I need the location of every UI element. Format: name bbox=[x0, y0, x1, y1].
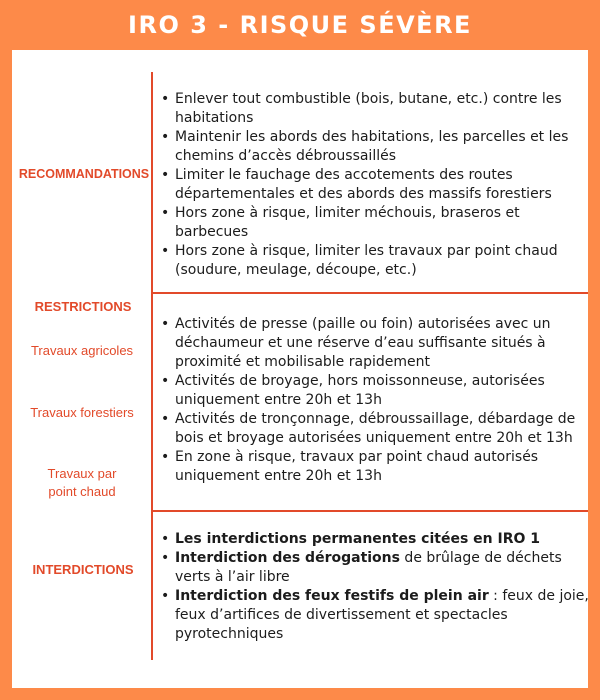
list-item: • Enlever tout combustible (bois, butane, etc.) contre les habitations bbox=[175, 90, 595, 128]
list-item-text: de brûlage de déchets verts à l’air libre bbox=[175, 550, 562, 585]
recommandations-list bbox=[159, 90, 595, 280]
section-divider-vertical bbox=[151, 72, 153, 292]
list-item bbox=[175, 530, 595, 549]
list-item-bold: Interdiction des dérogations bbox=[175, 550, 400, 566]
list-item-text: : feux de joie, feux d’artifices de divertissement et spectacles pyrotechniques bbox=[175, 588, 589, 642]
section-divider-vertical bbox=[151, 294, 153, 510]
list-item-bold: Interdiction des feux festifs de plein air bbox=[175, 588, 489, 604]
list-item: • Hors zone à risque, limiter les travaux par point chaud (soudure, meulage, découpe, etc.) bbox=[175, 242, 595, 280]
section-divider-vertical bbox=[151, 512, 153, 660]
list-item: • Maintenir les abords des habitations, les parcelles et les chemins d’accès débroussaillés bbox=[175, 128, 595, 166]
restrictions-sublabel-forestiers: Travaux forestiers bbox=[30, 405, 134, 420]
section-divider-horizontal bbox=[151, 292, 588, 294]
list-item: • Limiter le fauchage des accotements des routes départementales et des abords des massifs forestiers bbox=[175, 166, 595, 204]
list-item: • Activités de broyage, hors moissonneuse, autorisées uniquement entre 20h et 13h bbox=[175, 372, 595, 410]
restrictions-list bbox=[159, 315, 595, 486]
list-item: • Activités de tronçonnage, débroussaillage, débardage de bois et broyage autorisées uniquement entre 20h et 13h bbox=[175, 410, 595, 448]
section-divider-horizontal bbox=[151, 510, 588, 512]
info-card bbox=[12, 50, 588, 688]
list-item: • Hors zone à risque, limiter méchouis, braseros et barbecues bbox=[175, 204, 595, 242]
list-item: • En zone à risque, travaux par point chaud autorisés uniquement entre 20h et 13h bbox=[175, 448, 595, 486]
list-item bbox=[175, 549, 595, 587]
recommandations-label: RECOMMANDATIONS bbox=[18, 167, 150, 181]
list-item: • Activités de presse (paille ou foin) autorisées avec un déchaumeur et une réserve d’eau suffisante situés à proximité et mobilisable rapidement bbox=[175, 315, 595, 372]
list-item-bold: Les interdictions permanentes citées en IRO 1 bbox=[175, 531, 540, 547]
restrictions-label: RESTRICTIONS bbox=[34, 299, 132, 314]
interdictions-label: INTERDICTIONS bbox=[32, 562, 134, 577]
list-item bbox=[175, 587, 595, 644]
page-title: IRO 3 - RISQUE SÉVÈRE bbox=[128, 11, 472, 39]
restrictions-sublabel-agricoles: Travaux agricoles bbox=[30, 343, 134, 358]
restrictions-sublabel-point-chaud: Travaux par point chaud bbox=[47, 466, 117, 499]
interdictions-list bbox=[159, 530, 595, 644]
